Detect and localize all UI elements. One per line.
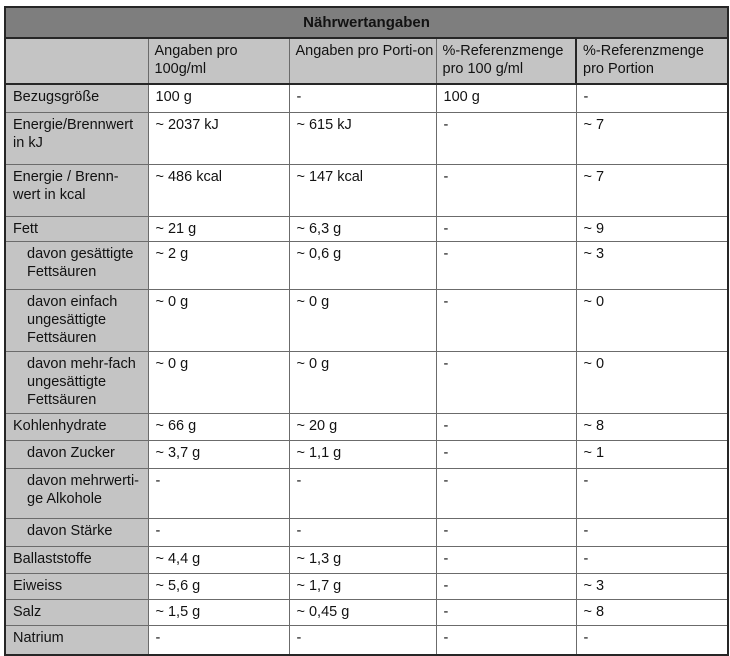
- value-cell: ~ 1,1 g: [289, 440, 436, 468]
- value-cell: -: [289, 84, 436, 112]
- value-cell: ~ 5,6 g: [148, 573, 289, 599]
- table-row: [5, 468, 728, 518]
- value-cell: ~ 0: [576, 289, 728, 351]
- table-row: [5, 599, 728, 625]
- table-title-row: [5, 7, 728, 38]
- value-cell: -: [576, 546, 728, 573]
- value-cell: ~ 66 g: [148, 413, 289, 440]
- value-cell: ~ 8: [576, 413, 728, 440]
- value-cell: -: [436, 351, 576, 413]
- table-row: [5, 546, 728, 573]
- table-row: [5, 573, 728, 599]
- value-cell: -: [436, 440, 576, 468]
- value-cell: -: [436, 216, 576, 241]
- value-cell: -: [148, 625, 289, 655]
- value-cell: ~ 2037 kJ: [148, 112, 289, 164]
- row-label: Salz: [5, 599, 148, 625]
- value-cell: -: [436, 625, 576, 655]
- value-cell: -: [436, 112, 576, 164]
- value-cell: ~ 9: [576, 216, 728, 241]
- value-cell: -: [436, 546, 576, 573]
- value-cell: ~ 3: [576, 573, 728, 599]
- row-label: Bezugsgröße: [5, 84, 148, 112]
- value-cell: ~ 615 kJ: [289, 112, 436, 164]
- sub-row-label: davon Stärke: [5, 518, 148, 546]
- table-row: [5, 289, 728, 351]
- value-cell: -: [436, 289, 576, 351]
- sub-row-label: davon Zucker: [5, 440, 148, 468]
- value-cell: ~ 6,3 g: [289, 216, 436, 241]
- value-cell: -: [576, 468, 728, 518]
- column-header-reference-portion: %-Referenzmenge pro Portion: [576, 38, 728, 84]
- value-cell: ~ 4,4 g: [148, 546, 289, 573]
- value-cell: ~ 1,3 g: [289, 546, 436, 573]
- row-label: Ballaststoffe: [5, 546, 148, 573]
- value-cell: ~ 147 kcal: [289, 164, 436, 216]
- value-cell: ~ 3,7 g: [148, 440, 289, 468]
- value-cell: ~ 0 g: [289, 351, 436, 413]
- value-cell: -: [289, 468, 436, 518]
- table-row: [5, 518, 728, 546]
- value-cell: -: [576, 518, 728, 546]
- value-cell: -: [576, 625, 728, 655]
- value-cell: -: [289, 518, 436, 546]
- value-cell: -: [436, 241, 576, 289]
- value-cell: ~ 486 kcal: [148, 164, 289, 216]
- table-row: [5, 625, 728, 655]
- value-cell: -: [576, 84, 728, 112]
- value-cell: 100 g: [436, 84, 576, 112]
- table-row: [5, 216, 728, 241]
- sub-row-label: davon einfach ungesättigte Fettsäuren: [5, 289, 148, 351]
- value-cell: -: [436, 599, 576, 625]
- table-row: [5, 351, 728, 413]
- value-cell: -: [148, 468, 289, 518]
- row-label: Kohlenhydrate: [5, 413, 148, 440]
- value-cell: ~ 7: [576, 112, 728, 164]
- value-cell: -: [436, 573, 576, 599]
- value-cell: ~ 0 g: [289, 289, 436, 351]
- value-cell: ~ 1: [576, 440, 728, 468]
- corner-cell: [5, 38, 148, 84]
- table-row: [5, 413, 728, 440]
- value-cell: 100 g: [148, 84, 289, 112]
- row-label: Energie / Brenn-wert in kcal: [5, 164, 148, 216]
- value-cell: ~ 0 g: [148, 289, 289, 351]
- value-cell: ~ 1,5 g: [148, 599, 289, 625]
- table-row: [5, 112, 728, 164]
- value-cell: ~ 8: [576, 599, 728, 625]
- table-row: [5, 440, 728, 468]
- table-row: [5, 84, 728, 112]
- value-cell: ~ 21 g: [148, 216, 289, 241]
- table-body: [5, 84, 728, 655]
- sub-row-label: davon mehrwerti-ge Alkohole: [5, 468, 148, 518]
- table-row: [5, 241, 728, 289]
- table-title: Nährwertangaben: [5, 7, 728, 38]
- value-cell: ~ 3: [576, 241, 728, 289]
- value-cell: -: [436, 164, 576, 216]
- column-header-reference-100g: %-Referenzmenge pro 100 g/ml: [436, 38, 576, 84]
- row-label: Energie/Brennwert in kJ: [5, 112, 148, 164]
- sub-row-label: davon gesättigte Fettsäuren: [5, 241, 148, 289]
- value-cell: ~ 20 g: [289, 413, 436, 440]
- row-label: Natrium: [5, 625, 148, 655]
- value-cell: -: [148, 518, 289, 546]
- value-cell: ~ 1,7 g: [289, 573, 436, 599]
- value-cell: ~ 2 g: [148, 241, 289, 289]
- sub-row-label: davon mehr-fach ungesättigte Fettsäuren: [5, 351, 148, 413]
- value-cell: ~ 0,6 g: [289, 241, 436, 289]
- row-label: Fett: [5, 216, 148, 241]
- nutrition-table: [4, 6, 729, 656]
- column-header-per-portion: Angaben pro Porti-on: [289, 38, 436, 84]
- column-header-per-100g: Angaben pro 100g/ml: [148, 38, 289, 84]
- value-cell: -: [436, 413, 576, 440]
- value-cell: -: [436, 518, 576, 546]
- value-cell: -: [436, 468, 576, 518]
- value-cell: ~ 0 g: [148, 351, 289, 413]
- value-cell: -: [289, 625, 436, 655]
- value-cell: ~ 7: [576, 164, 728, 216]
- value-cell: ~ 0: [576, 351, 728, 413]
- table-row: [5, 164, 728, 216]
- row-label: Eiweiss: [5, 573, 148, 599]
- column-header-row: [5, 38, 728, 84]
- value-cell: ~ 0,45 g: [289, 599, 436, 625]
